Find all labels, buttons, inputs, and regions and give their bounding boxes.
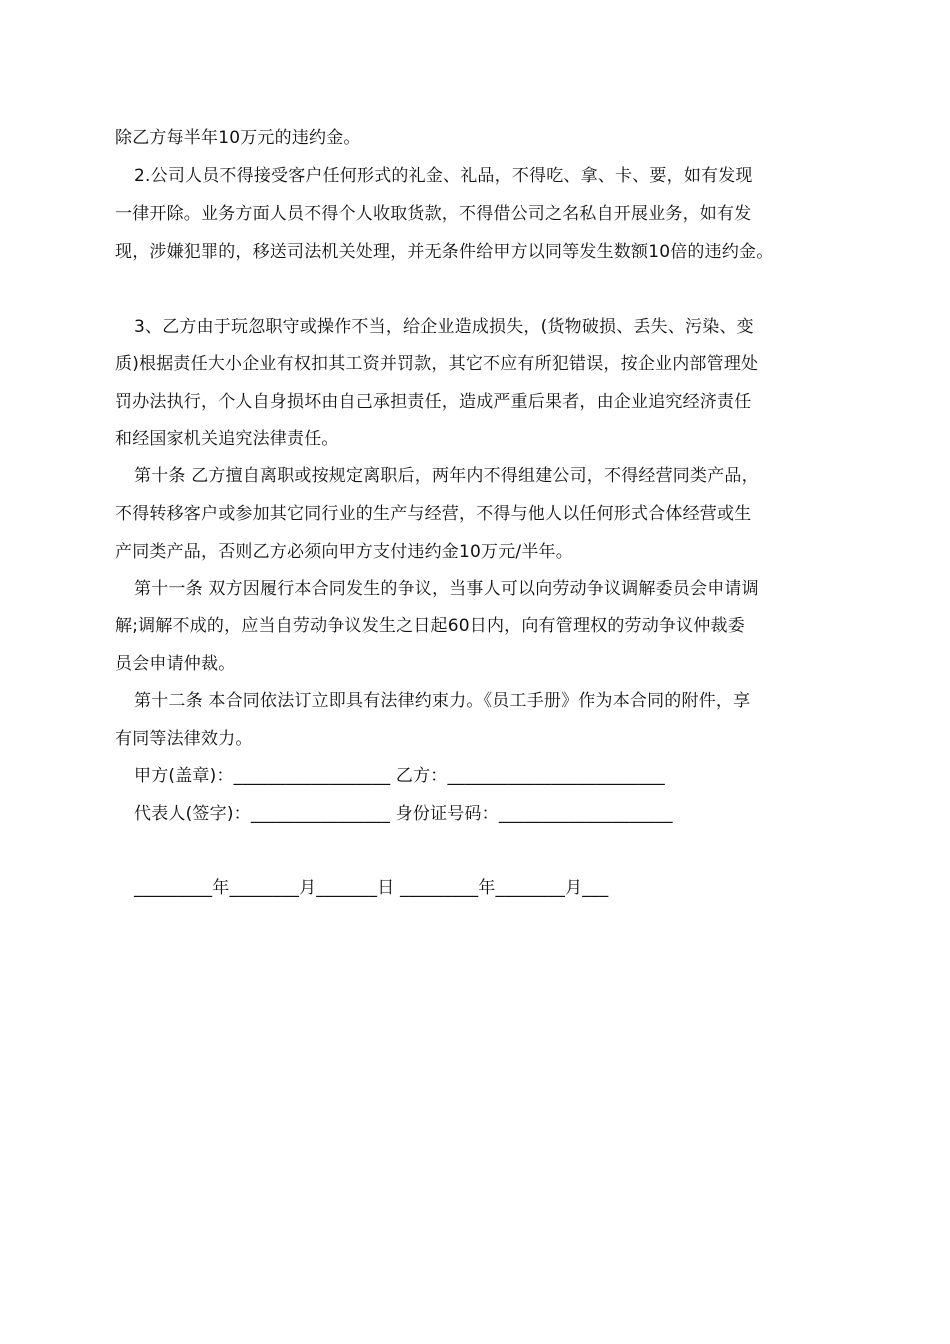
paragraph-line: 产同类产品，否则乙方必须向甲方支付违约金10万元/半年。 [115,542,573,562]
paragraph-line: 现，涉嫌犯罪的，移送司法机关处理，并无条件给甲方以同等发生数额10倍的违约金。 [115,242,774,262]
paragraph-line: 3、乙方由于玩忽职守或操作不当，给企业造成损失，(货物破损、丢失、污染、变 [134,317,754,337]
paragraph-line: 和经国家机关追究法律责任。 [115,429,339,449]
paragraph-line: 第十一条 双方因履行本合同发生的争议，当事人可以向劳动争议调解委员会申请调 [134,579,759,599]
paragraph-line: 第十二条 本合同依法订立即具有法律约束力。《员工手册》作为本合同的附件，享 [134,691,751,711]
paragraph-line: 罚办法执行，个人自身损坏由自己承担责任，造成严重后果者，由企业追究经济责任 [115,392,752,412]
paragraph-line: 解;调解不成的，应当自劳动争议发生之日起60日内，向有管理权的劳动争议仲裁委 [115,616,745,636]
paragraph-line: 2.公司人员不得接受客户任何形式的礼金、礼品，不得吃、拿、卡、要，如有发现 [134,166,753,186]
paragraph-line: 一律开除。业务方面人员不得个人收取货款，不得借公司之名私自开展业务，如有发 [115,204,752,224]
signature-date-line: _________年________月_______日 _________年________月___ [134,878,609,898]
paragraph-line: 不得转移客户或参加其它同行业的生产与经营，不得与他人以任何形式合体经营或生 [115,504,752,524]
paragraph-line: 质)根据责任大小企业有权扣其工资并罚款，其它不应有所犯错误，按企业内部管理处 [115,354,759,374]
paragraph-line: 有同等法律效力。 [115,729,253,749]
signature-party-a-line: 甲方(盖章)：__________________ 乙方：_________________________ [134,766,665,786]
signature-representative-line: 代表人(签字)：________________ 身份证号码：____________________ [134,804,673,824]
paragraph-line: 员会申请仲裁。 [115,654,236,674]
paragraph-line: 第十条 乙方擅自离职或按规定离职后，两年内不得组建公司，不得经营同类产品， [134,466,759,486]
paragraph-line: 除乙方每半年10万元的违约金。 [115,128,361,148]
